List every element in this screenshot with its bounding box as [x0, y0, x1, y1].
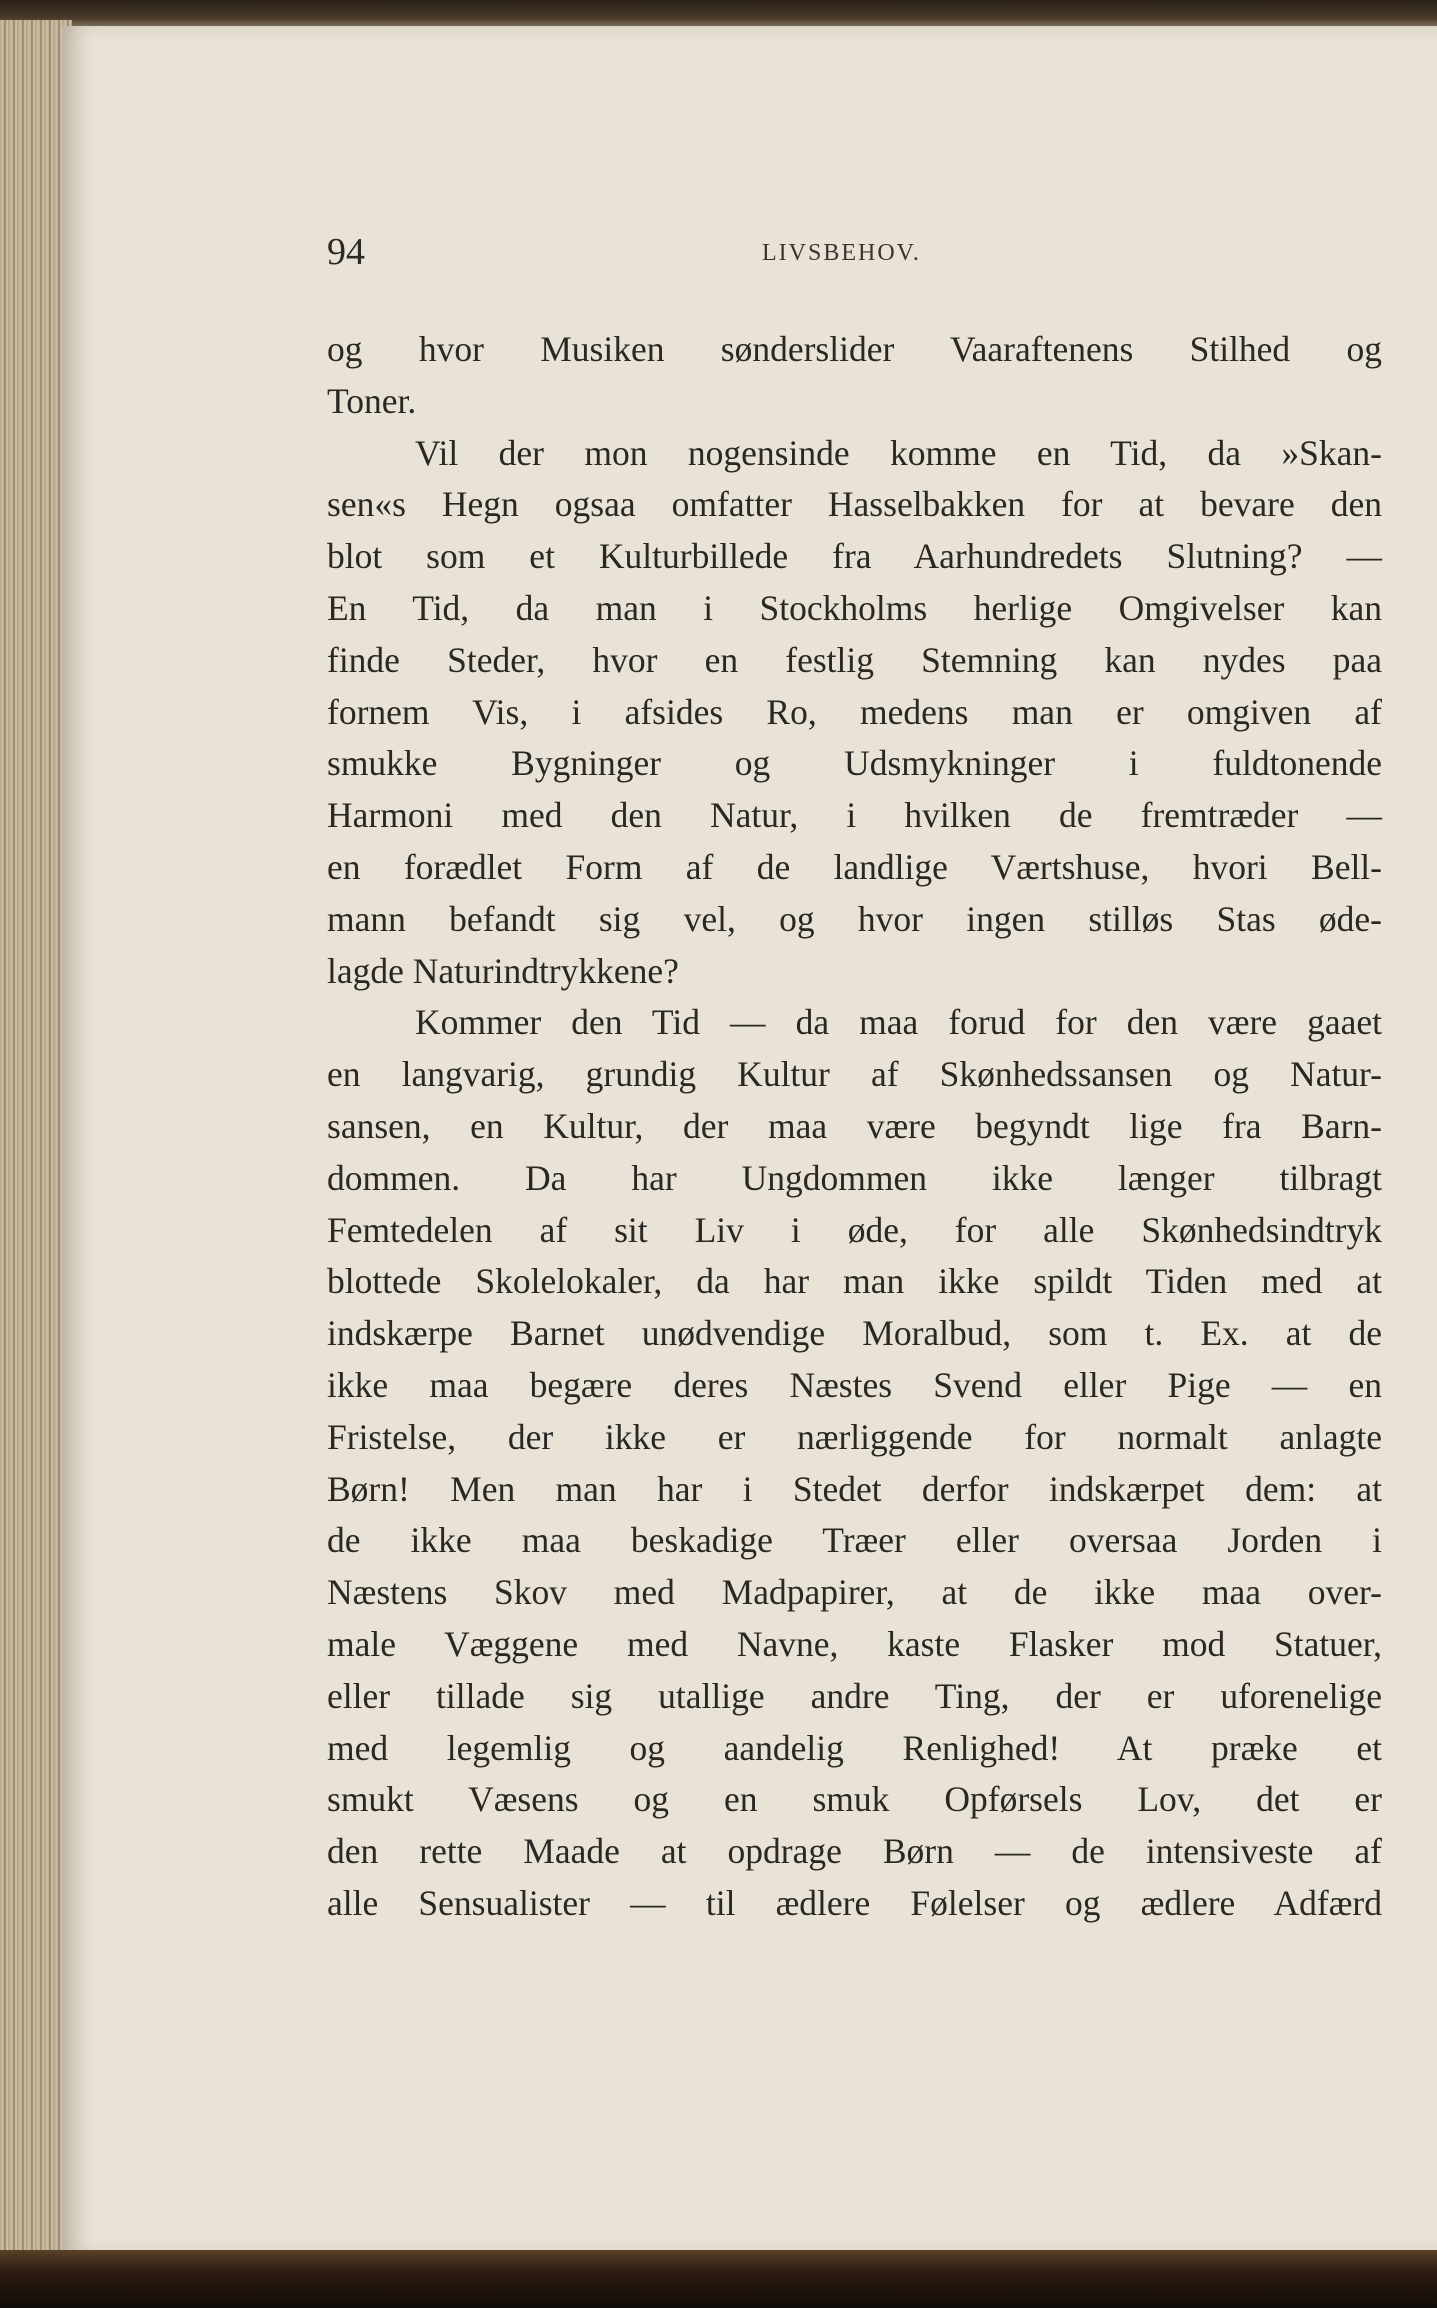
text-line: lagde Naturindtrykkene? — [327, 950, 679, 991]
text-line: smukt Væsens og en smuk Opførsels Lov, det er — [327, 1779, 1382, 1820]
text-line: Femtedelen af sit Liv i øde, for alle Skønhedsindtryk — [327, 1209, 1382, 1250]
text-line: Fristelse, der ikke er nærliggende for normalt anlagte — [327, 1416, 1382, 1457]
text-line: Harmoni med den Natur, i hvilken de fremtræder — — [327, 795, 1382, 836]
text-line: Næstens Skov med Madpapirer, at de ikke maa over- — [327, 1572, 1382, 1613]
text-line: en langvarig, grundig Kultur af Skønhedssansen og Natur- — [327, 1054, 1382, 1095]
text-line: sansen, en Kultur, der maa være begyndt lige fra Barn- — [327, 1105, 1382, 1146]
text-line: sen«s Hegn ogsaa omfatter Hasselbakken for at bevare den — [327, 484, 1382, 525]
text-line: Kommer den Tid — da maa forud for den være gaaet — [415, 1002, 1382, 1043]
text-line: mann befandt sig vel, og hvor ingen stilløs Stas øde- — [327, 898, 1382, 939]
text-line: smukke Bygninger og Udsmykninger i fuldtonende — [327, 743, 1382, 784]
text-line: eller tillade sig utallige andre Ting, der er uforenelige — [327, 1675, 1382, 1716]
text-line: En Tid, da man i Stockholms herlige Omgivelser kan — [327, 587, 1382, 628]
text-line: med legemlig og aandelig Renlighed! At præke et — [327, 1727, 1382, 1768]
text-line: den rette Maade at opdrage Børn — de intensiveste af — [327, 1831, 1382, 1872]
body-text — [327, 324, 1382, 1930]
book-bottom-edge — [0, 2250, 1437, 2308]
book-page — [62, 26, 1437, 2254]
text-line: blot som et Kulturbillede fra Aarhundredets Slutning? — — [327, 536, 1382, 577]
text-line: og hvor Musiken sønderslider Vaaraftenens Stilhed og — [327, 329, 1382, 369]
text-line: indskærpe Barnet unødvendige Moralbud, som t. Ex. at de — [327, 1313, 1382, 1354]
text-line: alle Sensualister — til ædlere Følelser og ædlere Adfærd — [327, 1882, 1382, 1923]
text-line: en forædlet Form af de landlige Værtshuse, hvori Bell- — [327, 846, 1382, 887]
text-line: Toner. — [327, 380, 417, 421]
text-line: fornem Vis, i afsides Ro, medens man er omgiven af — [327, 691, 1382, 732]
running-head: LIVSBEHOV. — [762, 240, 921, 266]
text-line: de ikke maa beskadige Træer eller oversaa Jorden i — [327, 1520, 1382, 1561]
text-line: finde Steder, hvor en festlig Stemning kan nydes paa — [327, 639, 1382, 680]
text-line: ikke maa begære deres Næstes Svend eller Pige — en — [327, 1364, 1382, 1405]
text-line: dommen. Da har Ungdommen ikke længer tilbragt — [327, 1157, 1382, 1198]
text-line: blottede Skolelokaler, da har man ikke spildt Tiden med at — [327, 1261, 1382, 1302]
text-line: Vil der mon nogensinde komme en Tid, da »Skan- — [415, 432, 1382, 473]
page-number: 94 — [327, 231, 365, 273]
text-line: Børn! Men man har i Stedet derfor indskærpet dem: at — [327, 1468, 1382, 1509]
text-line: male Væggene med Navne, kaste Flasker mod Statuer, — [327, 1623, 1382, 1664]
